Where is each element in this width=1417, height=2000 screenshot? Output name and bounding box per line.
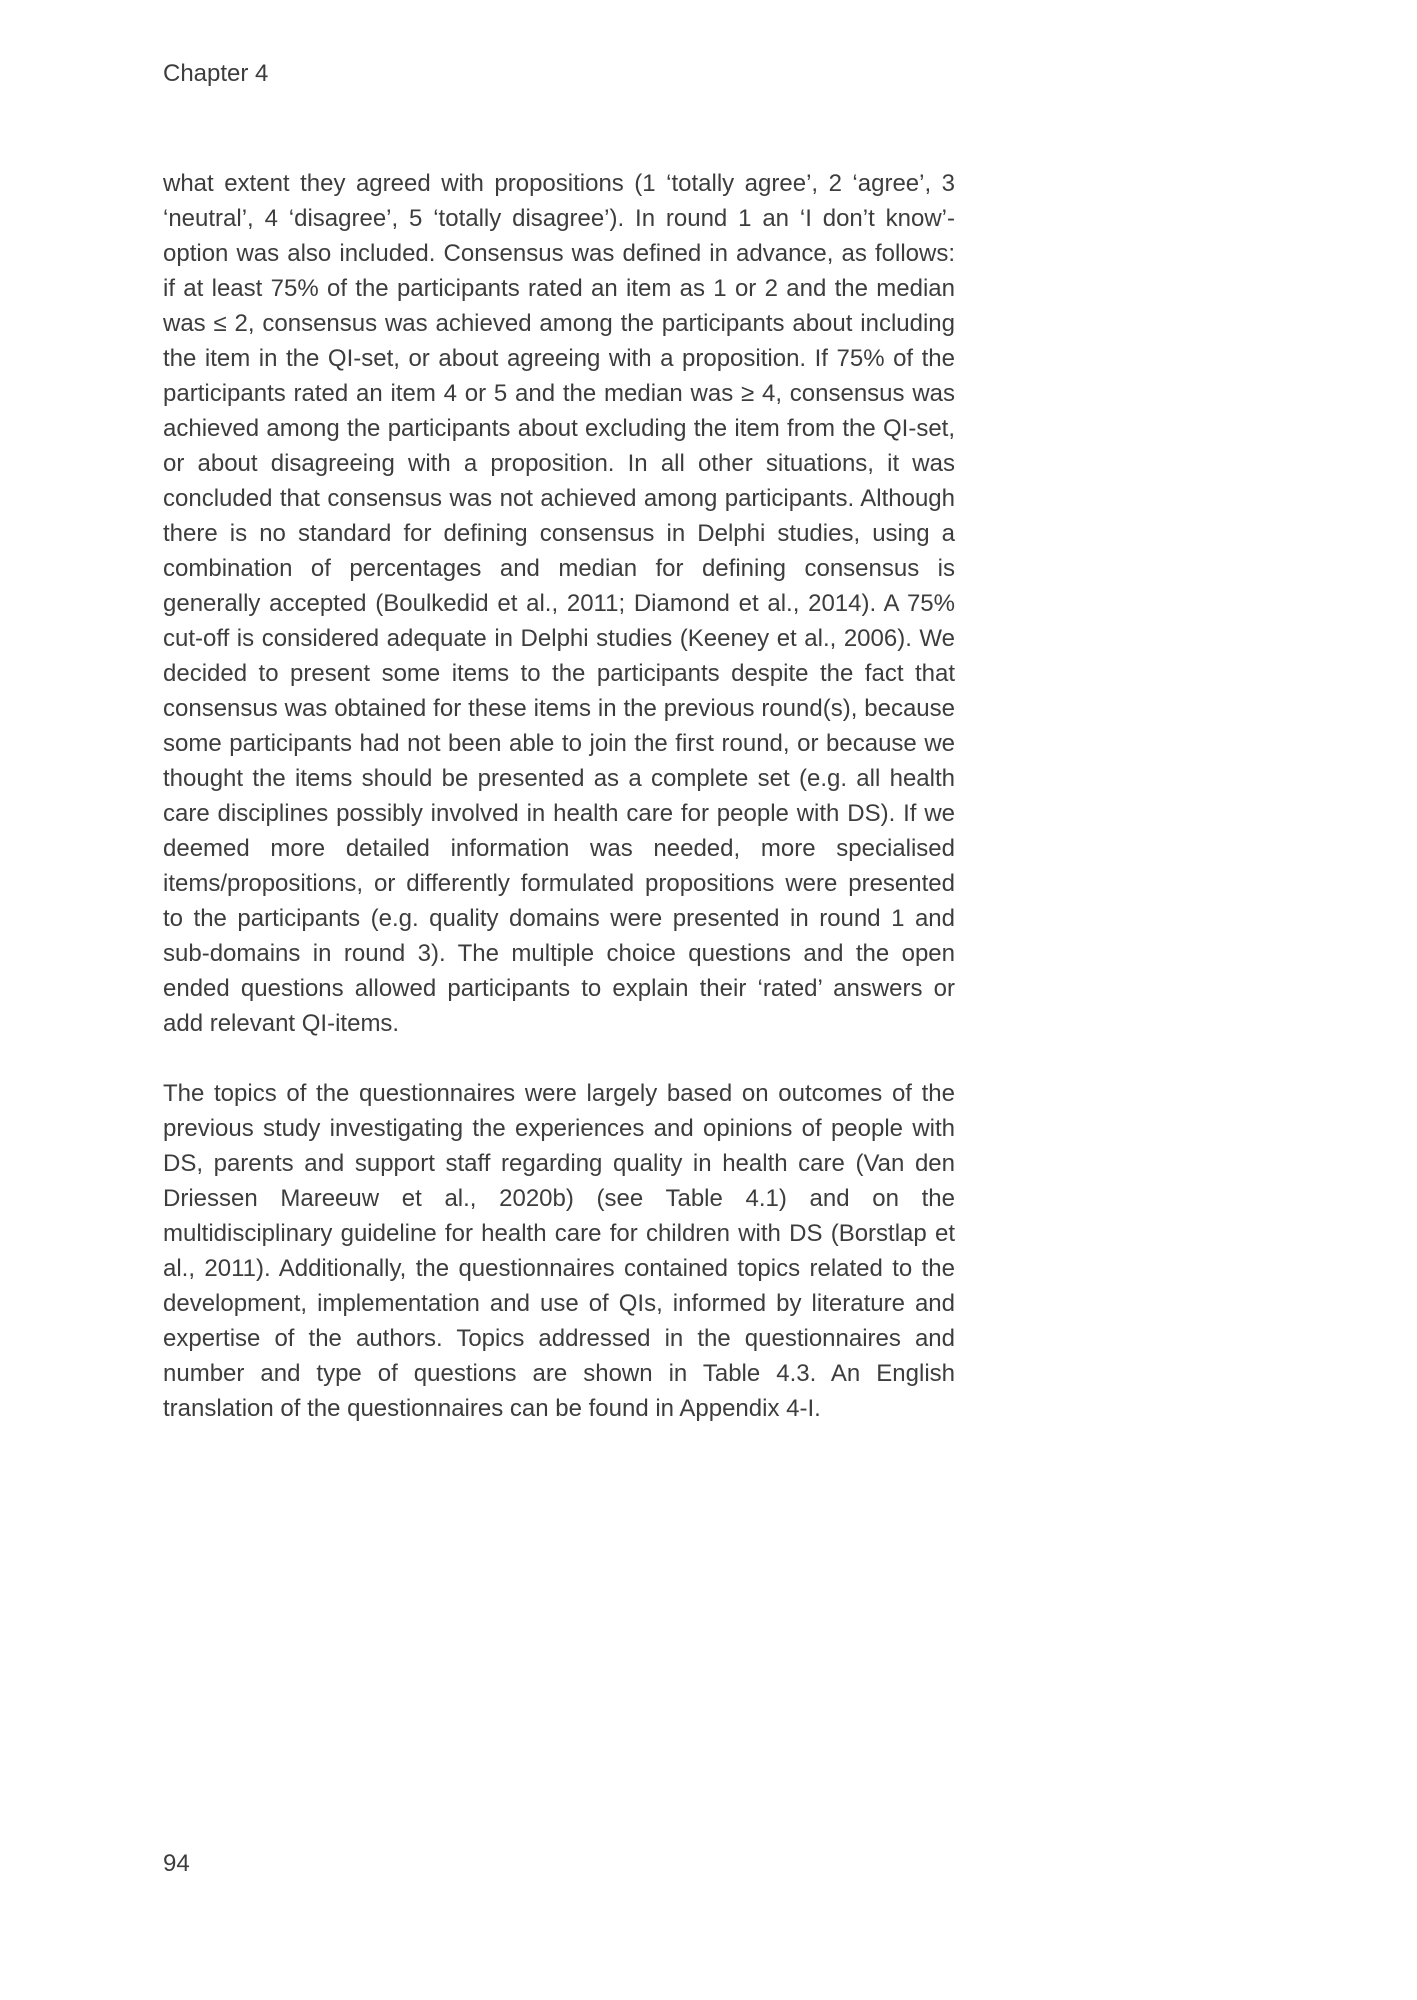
body-text (163, 166, 955, 1426)
chapter-header: Chapter 4 (163, 60, 269, 87)
paragraph-consensus-method: what extent they agreed with propositions (1 ‘totally agree’, 2 ‘agree’, 3 ‘neutral’, 4 ‘disagree’, 5 ‘totally disagree’). In round 1 an ‘I don’t know’-option was also included. Consensus was defined in advance, as follows: if at least 75% of the participants rated an item as 1 or 2 and the median was ≤ 2, consensus was achieved among the participants about including the item in the QI-set, or about agreeing with a proposition. If 75% of the participants rated an item 4 or 5 and the median was ≥ 4, consensus was achieved among the participants about excluding the item from the QI-set, or about disagreeing with a proposition. In all other situations, it was concluded that consensus was not achieved among participants. Although there is no standard for defining consensus in Delphi studies, using a combination of percentages and median for defining consensus is generally accepted (Boulkedid et al., 2011; Diamond et al., 2014). A 75% cut-off is considered adequate in Delphi studies (Keeney et al., 2006). We decided to present some items to the participants despite the fact that consensus was obtained for these items in the previous round(s), because some participants had not been able to join the first round, or because we thought the items should be presented as a complete set (e.g. all health care disciplines possibly involved in health care for people with DS). If we deemed more detailed information was needed, more specialised items/propositions, or differently formulated propositions were presented to the participants (e.g. quality domains were presented in round 1 and sub-domains in round 3). The multiple choice questions and the open ended questions allowed participants to explain their ‘rated’ answers or add relevant QI-items. (163, 170, 955, 1037)
paragraph-questionnaire-topics: The topics of the questionnaires were largely based on outcomes of the previous study investigating the experiences and opinions of people with DS, parents and support staff regarding quality in health care (Van den Driessen Mareeuw et al., 2020b) (see Table 4.1) and on the multidisciplinary guideline for health care for children with DS (Borstlap et al., 2011). Additionally, the questionnaires contained topics related to the development, implementation and use of QIs, informed by literature and expertise of the authors. Topics addressed in the questionnaires and number and type of questions are shown in Table 4.3. An English translation of the questionnaires can be found in Appendix 4-I. (163, 1080, 955, 1422)
page-number: 94 (163, 1850, 190, 1877)
